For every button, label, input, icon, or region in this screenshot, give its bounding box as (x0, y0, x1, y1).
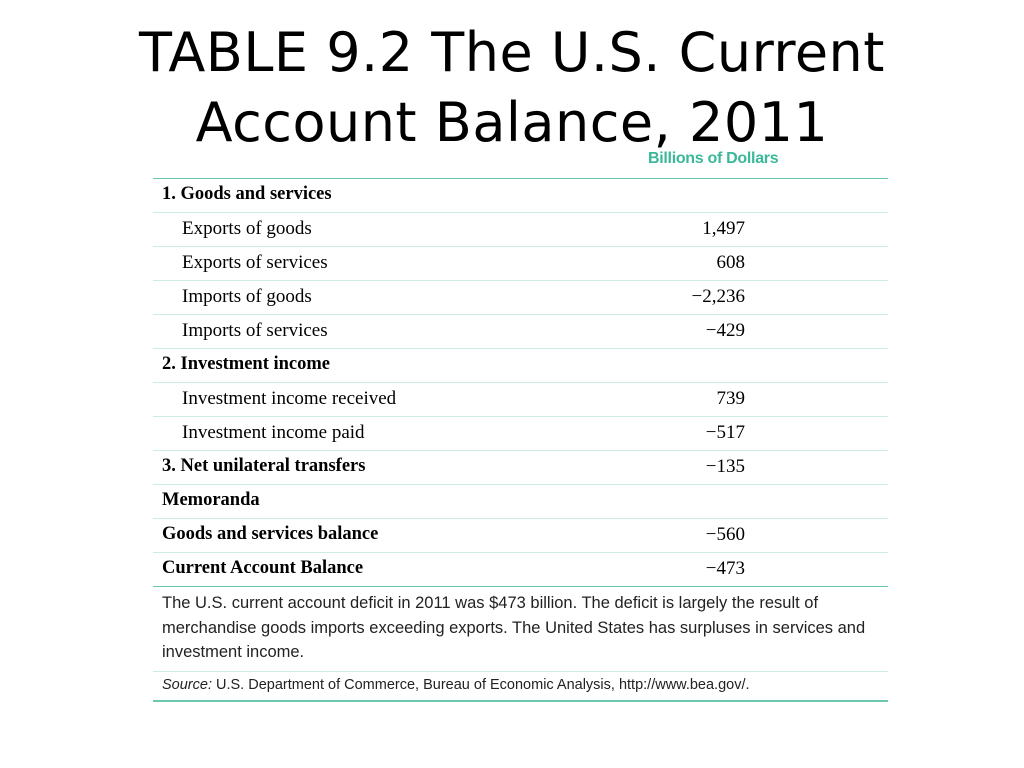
source-text: U.S. Department of Commerce, Bureau of Economic Analysis, http://www.bea.gov/. (211, 676, 750, 693)
slide-title-line-1: TABLE 9.2 The U.S. Current (139, 21, 885, 84)
row-label: Imports of goods (182, 286, 312, 307)
table-row (153, 519, 888, 553)
table-row (153, 179, 888, 213)
table-source (153, 672, 888, 702)
column-header (153, 150, 888, 178)
row-value: −2,236 (691, 286, 745, 307)
table-row (153, 451, 888, 485)
row-value: −135 (705, 456, 745, 477)
row-label: Investment income received (182, 388, 397, 409)
table-row (153, 315, 888, 349)
row-label: 2. Investment income (162, 354, 331, 374)
row-label: Exports of services (182, 252, 328, 273)
current-account-table (153, 150, 888, 702)
table-row (153, 213, 888, 247)
row-value: −473 (705, 558, 745, 579)
table-row (153, 417, 888, 451)
table-note: The U.S. current account deficit in 2011 was $473 billion. The deficit is largely the result of merchandise goods imports exceeding exports. The United States has surpluses in services and investment income. (153, 587, 888, 672)
table-row (153, 281, 888, 315)
row-label: Exports of goods (182, 218, 312, 239)
table-row (153, 247, 888, 281)
source-label: Source: (162, 676, 212, 693)
row-label: Goods and services balance (162, 524, 379, 544)
row-label: Current Account Balance (162, 558, 364, 578)
slide-title-line-2: Account Balance, 2011 (195, 91, 829, 154)
table-row (153, 553, 888, 587)
table-row (153, 485, 888, 519)
row-label: Imports of services (182, 320, 328, 341)
row-value: −517 (705, 422, 745, 443)
row-value: −429 (705, 320, 745, 341)
table-row (153, 349, 888, 383)
row-label: 1. Goods and services (162, 184, 332, 204)
row-label: Memoranda (162, 490, 260, 510)
row-value: 739 (716, 388, 745, 409)
row-label: Investment income paid (182, 422, 365, 443)
row-label: 3. Net unilateral transfers (162, 456, 366, 476)
row-value: 608 (716, 252, 745, 273)
column-header-label: Billions of Dollars (648, 150, 779, 167)
table-row (153, 383, 888, 417)
row-value: −560 (705, 524, 745, 545)
slide-title (0, 18, 1024, 158)
row-value: 1,497 (702, 218, 745, 239)
